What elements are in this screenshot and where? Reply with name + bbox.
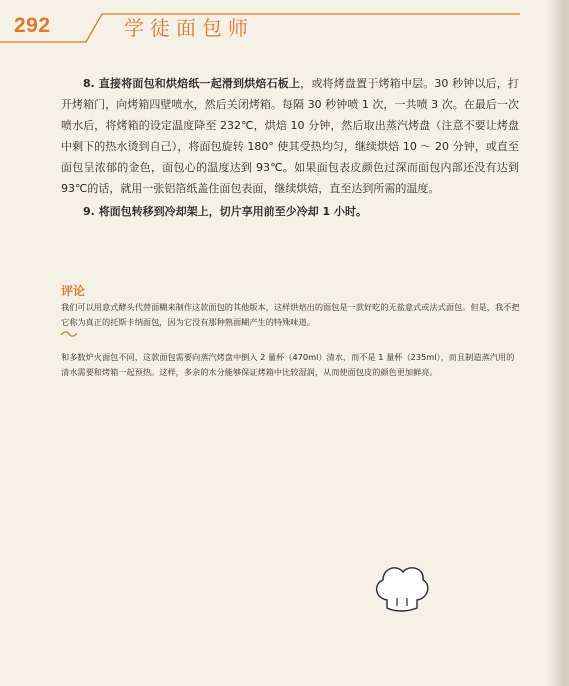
- step-8-text: ，或将烤盘置于烤箱中层。30 秒钟以后，打开烤箱门，向烤箱四壁喷水，然后关闭烤箱。每隔 30 秒钟喷 1 次，一共喷 3 次。在最后一次喷水后，将烤箱的设定温度降至 232℃，烘焙 10 分钟，然后取出蒸汽烤盘（注意不要让烤盘中剩下的热水烫到自己），将面包旋转 180° 使其受热均匀，继续烘焙 10 ～ 20 分钟，或直至面包呈浓郁的金色，面包心的温度达到 93℃。如果面包表皮颜色过深而面包内部还没有达到 93℃的话，就用一张铝箔纸盖住面包表面，继续烘焙，直至达到所需的温度。: [61, 77, 519, 195]
- step-8-bold: 8. 直接将面包和烘焙纸一起滑到烘焙石板上: [83, 77, 301, 90]
- page-header: [0, 0, 569, 50]
- step-9-bold: 9. 将面包转移到冷却架上，切片享用前至少冷却 1 小时。: [83, 205, 367, 219]
- header-rule-icon: [0, 0, 569, 50]
- chapter-title: 学徒面包师: [124, 16, 254, 40]
- remark-heading: 评论: [61, 284, 86, 298]
- step-8: [61, 74, 519, 199]
- remark-paragraph-2: 和多数炉火面包不同，这款面包需要向蒸汽烤盘中倒入 2 量杯（470ml）清水，而不是 1 量杯（235ml），而且制造蒸汽用的清水需要和烤箱一起预热。这样，多余的水分能够保证烤箱中比较湿润，从而使面包皮的颜色更加鲜亮。: [61, 352, 515, 377]
- page-number: 292: [14, 14, 51, 37]
- remark-paragraph-1: 我们可以用意式酵头代替面糊来制作这款面包的其他版本，这样烘焙出的面包是一款好吃的无盐意式或法式面包。但是，我不把它称为真正的托斯卡纳面包，因为它没有那种熟面糊产生的特殊味道。: [61, 302, 520, 327]
- squiggle-divider-icon: [60, 330, 78, 338]
- step-9: [61, 202, 519, 223]
- chef-hat-icon: [371, 560, 433, 616]
- recipe-steps: [61, 74, 519, 223]
- page-edge: [565, 0, 569, 686]
